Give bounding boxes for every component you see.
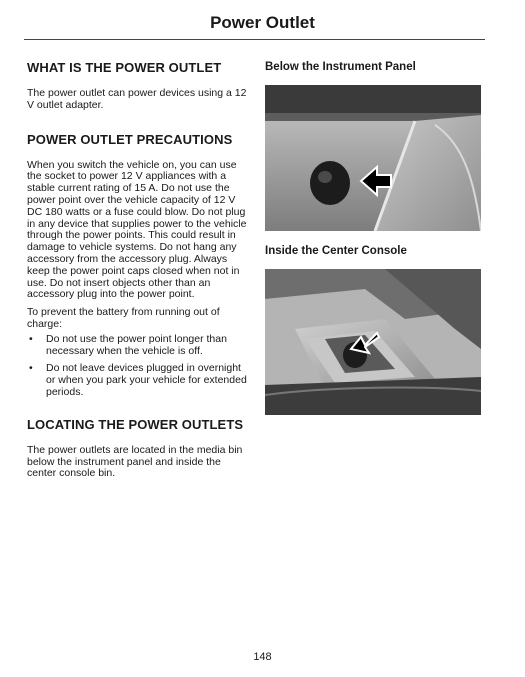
locating-heading: LOCATING THE POWER OUTLETS — [27, 416, 244, 432]
center-console-caption: Inside the Center Console — [265, 245, 407, 257]
list-item-text: Do not use the power point longer than necessary when the vehicle is off. — [46, 332, 227, 357]
center-console-photo — [265, 269, 481, 415]
left-column — [27, 60, 247, 480]
list-item-text: Do not leave devices plugged in overnight or when you park your vehicle for extended periods. — [46, 362, 247, 398]
center-console-illustration — [265, 269, 481, 415]
instrument-panel-caption: Below the Instrument Panel — [265, 61, 416, 73]
page-number: 148 — [253, 651, 272, 663]
list-item — [27, 334, 247, 358]
what-heading: WHAT IS THE POWER OUTLET — [27, 60, 222, 75]
what-paragraph: The power outlet can power devices using a 12 V outlet adapter. — [27, 87, 247, 111]
precautions-list — [27, 334, 247, 399]
prevent-paragraph: To prevent the battery from running out of charge: — [27, 306, 220, 330]
page-title: Power Outlet — [210, 13, 315, 32]
precautions-paragraph: When you switch the vehicle on, you can use the socket to power 12 V appliances with a stable current rating of 15 A. Do not use the power point over the vehicle capacity of 12 V DC 180 watts or a fuse could blow. Do not plug in any device that supplies power to the vehicle through the power points. This could result in damage to vehicle systems. Do not hang any accessory from the accessory plug. Always keep the power point caps closed when not in use. Do not insert objects other than an accessory plug into the power point. — [27, 158, 247, 301]
instrument-panel-photo — [265, 85, 481, 231]
right-column — [265, 60, 485, 428]
header-divider — [24, 39, 485, 40]
bullet-icon: • — [29, 332, 33, 345]
locating-paragraph: The power outlets are located in the media bin below the instrument panel and inside the center console bin. — [27, 443, 243, 480]
precautions-heading: POWER OUTLET PRECAUTIONS — [27, 131, 233, 147]
list-item — [27, 363, 247, 398]
instrument-panel-illustration — [265, 85, 481, 231]
bullet-icon: • — [29, 362, 33, 375]
